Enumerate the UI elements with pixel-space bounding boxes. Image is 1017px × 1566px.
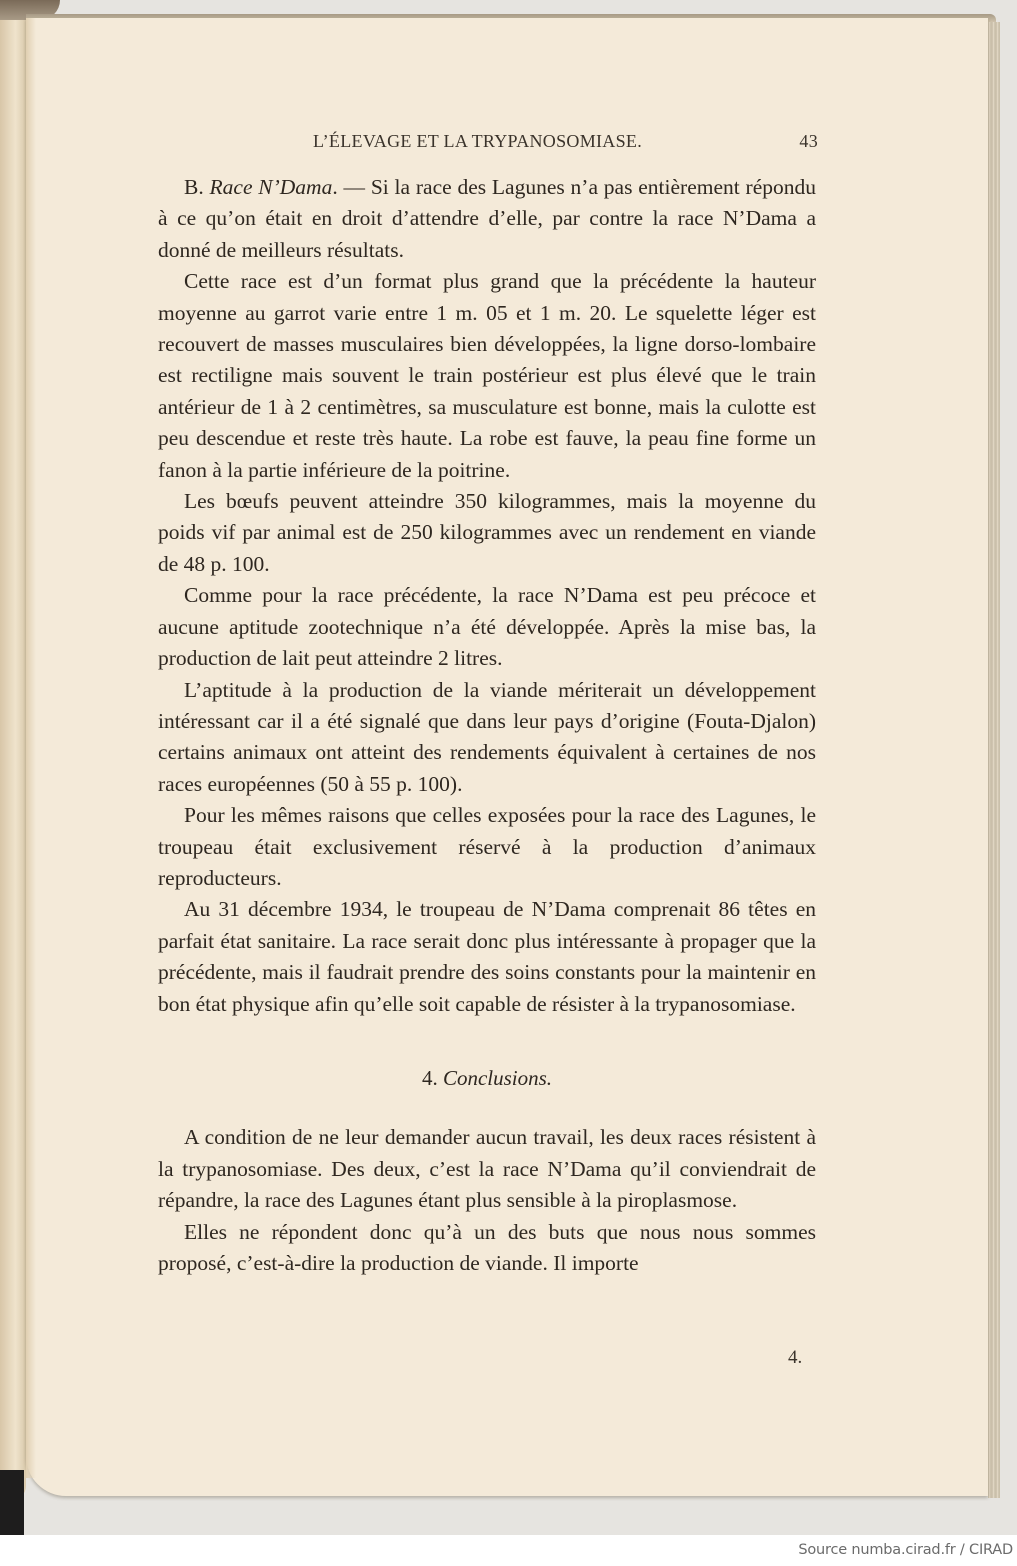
section-number: 4. [421,1065,443,1090]
page-number: 43 [799,131,818,151]
paragraph-conclusion-2: Elles ne répondent donc qu’à un des buts que nous nous sommes proposé, c’est-à-dire la production de viande. Il importe [158,1219,816,1275]
section-title: Conclusions. [442,1065,553,1090]
page-stack-edges [988,22,1000,1498]
page-body [158,172,816,1279]
subsection-label: B. [184,175,210,199]
paragraph-race-ndama [158,172,816,266]
signature-mark: 4. [788,1347,803,1368]
running-title: L’ÉLEVAGE ET LA TRYPANOSOMIASE. [313,131,643,151]
paragraph-herd-status: Au 31 décembre 1934, le troupeau de N’Dama comprenait 86 têtes en parfait état sanitaire. La race serait donc plus intéressante à propager que la précédente, mais il faudrait prendre des soins constants pour la maintenir en bon état physique afin qu’elle soit capable de résister à la trypanosomiase. [158,897,816,1016]
section-heading [158,1063,816,1094]
paragraph-weight: Les bœufs peuvent atteindre 350 kilogrammes, mais la moyenne du poids vif par animal est de 250 kilogrammes avec un rendement en viande de 48 p. 100. [158,489,816,576]
facing-page-edge [0,0,26,1500]
paragraph-precocity: Comme pour la race précédente, la race N’Dama est peu précoce et aucune aptitude zootechnique n’a été développée. Après la mise bas, la production de lait peut atteindre 2 litres. [158,583,816,671]
running-header [158,131,818,155]
subsection-title: Race N’Dama [209,175,333,199]
paragraph-format: Cette race est d’un format plus grand que la précédente la hauteur moyenne au garrot varie entre 1 m. 05 et 1 m. 20. Le squelette léger est recouvert de masses musculaires bien développées, la ligne dorso-lombaire est rectiligne mais souvent le train postérieur est plus élevé que le train antérieur de 1 à 2 centimètres, sa musculature est bonne, mais la culotte est peu descendue et reste très haute. La robe est fauve, la peau fine forme un fanon à la partie inférieure de la poitrine. [158,269,816,482]
page-gutter-shadow [26,18,36,1478]
source-credit: Source numba.cirad.fr / CIRAD [798,1542,1013,1558]
paragraph-text: . — Si la race des Lagunes n’a pas entièrement répondu à ce qu’on était en droit d’attendre d’elle, par contre la race N’Dama a donné de meilleurs résultats. [158,175,816,262]
paragraph-conclusion-1: A condition de ne leur demander aucun travail, les deux races résistent à la trypanosomiase. Des deux, c’est la race N’Dama qu’il conviendrait de répandre, la race des Lagunes étant plus sensible à la piroplasmose. [158,1125,816,1213]
paragraph-herd-purpose: Pour les mêmes raisons que celles exposées pour la race des Lagunes, le troupeau était exclusivement réservé à la production d’animaux reproducteurs. [158,803,816,890]
paragraph-meat-aptitude: L’aptitude à la production de la viande mériterait un développement intéressant car il a été signalé que dans leur pays d’origine (Fouta-Djalon) certains animaux ont atteint des rendements équivalent à certaines de nos races européennes (50 à 55 p. 100). [158,677,816,796]
book-cover-edge [0,1470,24,1535]
